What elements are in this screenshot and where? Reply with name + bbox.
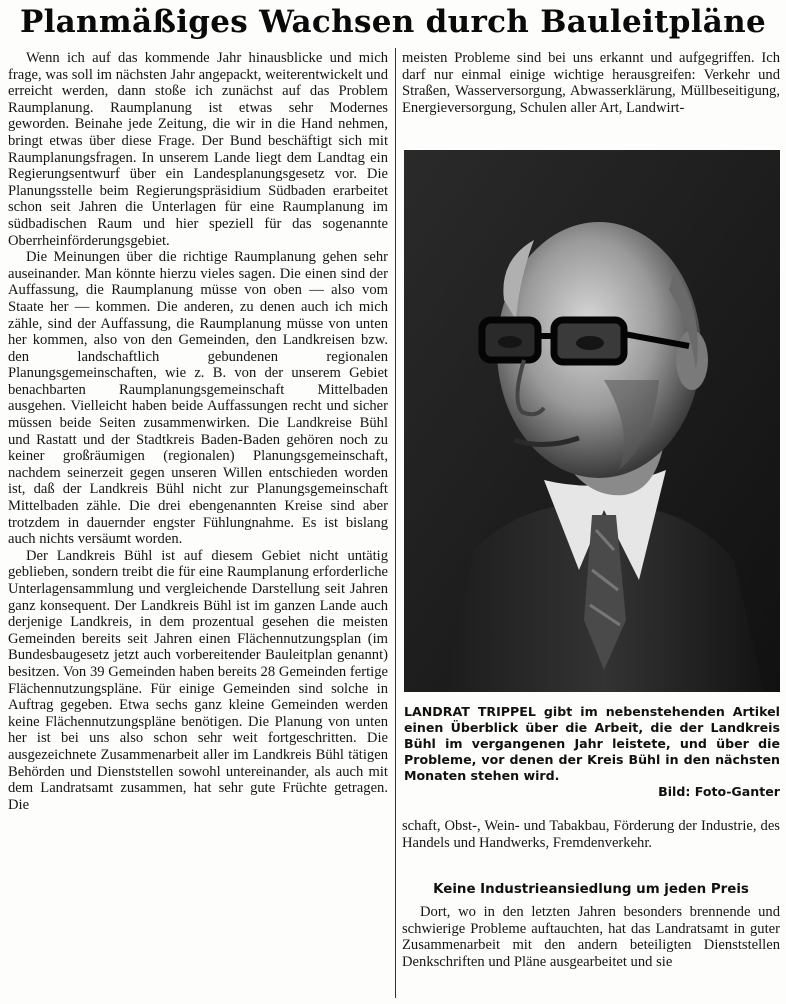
left-column: [8, 50, 388, 1000]
paragraph-landkreis: Der Landkreis Bühl ist auf diesem Gebiet nicht untätig geblieben, sondern treibt die für eine Raumplanung erforderliche Unterlagensammlung und vergleichende Darstellung seit Jahren ganz konsequent. Der Landkreis Bühl ist im ganzen Lande auch derjenige Landkreis, in dem prozentual gesehen die meisten Gemeinden bereits seit Jahren einen Flächennutzungsplan (im Bundesbaugesetz jetzt auch vorbereitender Bauleitplan genannt) besitzen. Von 39 Gemeinden haben bereits 28 Gemeinden fertige Flächennutzungspläne. Für einige Gemeinden sind solche in Auftrag gegeben. Etwa sechs ganz kleine Gemeinden werden keine Flächennutzungspläne benötigen. Die Planung von unten her ist bei uns also schon sehr weit fortgeschritten. Die ausgezeichnete Zusammenarbeit aller im Landkreis Bühl tätigen Behörden und Dienststellen sowohl untereinander, als auch mit dem Landratsamt zusammen, hat sehr gute Früchte getragen. Die: [8, 547, 388, 813]
paragraph-continuation-2: schaft, Obst-, Wein- und Tabakbau, Förderung der Industrie, des Handels und Handwerks, Fremdenverkehr.: [402, 818, 780, 851]
right-column-end: [402, 904, 780, 1000]
caption-text: LANDRAT TRIPPEL gibt im nebenstehenden Artikel einen Überblick über die Arbeit, die der Landkreis Bühl im vergangenen Jahr leistete, und über die Probleme, vor denen der Kreis Bühl in den nächsten Monaten stehen wird.: [404, 704, 780, 783]
paragraph-industry: Dort, wo in den letzten Jahren besonders brennende und schwierige Probleme auftauchten, hat das Landratsamt in guter Zusammenarbeit mit den andern beteiligten Dienststellen Denkschriften und Pläne ausgearbeitet und sie: [402, 904, 780, 970]
column-divider: [395, 48, 396, 998]
portrait-photo: [404, 150, 780, 692]
section-subheading: Keine Industrieansiedlung um jeden Preis: [433, 882, 749, 897]
right-column-bottom: [402, 818, 780, 878]
article-headline: Planmäßiges Wachsen durch Bauleitpläne: [19, 4, 767, 40]
photo-caption: [404, 704, 780, 800]
paragraph-continuation: meisten Probleme sind bei uns erkannt und aufgegriffen. Ich darf nur einmal einige wichtige herausgreifen: Verkehr und Straßen, Wasserversorgung, Abwasserklärung, Müllbeseitigung, Energieversorgung, Schulen aller Art, Landwirt-: [402, 50, 780, 116]
right-column-top: [402, 50, 780, 134]
paragraph-intro: Wenn ich auf das kommende Jahr hinausblicke und mich frage, was soll im nächsten Jahr angepackt, weiterentwickelt und erreicht werden, dann stoße ich zunächst auf das Problem Raumplanung. Raumplanung ist etwas sehr Modernes geworden. Beinahe jede Zeitung, die wir in die Hand nehmen, bringt etwas über diese Frage. Der Bund beschäftigt sich mit Raumplanungsfragen. In unserem Lande liegt dem Landtag ein Regierungsentwurf über ein Landesplanungsgesetz vor. Die Planungsstelle beim Regierungspräsidium Südbaden erarbeitet schon seit Jahren die Unterlagen für eine Raumplanung im südbadischen Raum und hier speziell für das sogenannte Oberrheinförderungsgebiet.: [8, 50, 388, 249]
photo-credit: Bild: Foto-Ganter: [658, 784, 780, 799]
paragraph-opinions: Die Meinungen über die richtige Raumplanung gehen sehr auseinander. Man könnte hierzu vieles sagen. Die einen sind der Auffassung, die Raumplanung müsse von oben — also vom Staate her — kommen. Die anderen, zu denen auch ich mich zähle, sind der Auffassung, die Raumplanung müsse von unten her kommen, also von den Gemeinden, den Landkreisen bzw. den landschaftlich gebundenen regionalen Planungsgemeinschaften, wie z. B. von der unserem Gebiet benachbarten Raumplanungsgemeinschaft Mittelbaden ausgehen. Vielleicht haben beide Auffassungen recht und sicher müssen beide Seiten zusammenwirken. Die Landkreise Bühl und Rastatt und der Stadtkreis Baden-Baden gehören noch zu keiner großräumigen (regionalen) Planungsgemeinschaft, nachdem seinerzeit gegen unseren Willen entschieden worden ist, daß der Landkreis Bühl nicht zur Planungsgemeinschaft Mittelbaden zähle. Die drei ebengenannten Kreise sind aber trotzdem in dauernder engster Fühlungnahme. Es ist bislang auch nichts versäumt worden.: [8, 249, 388, 548]
